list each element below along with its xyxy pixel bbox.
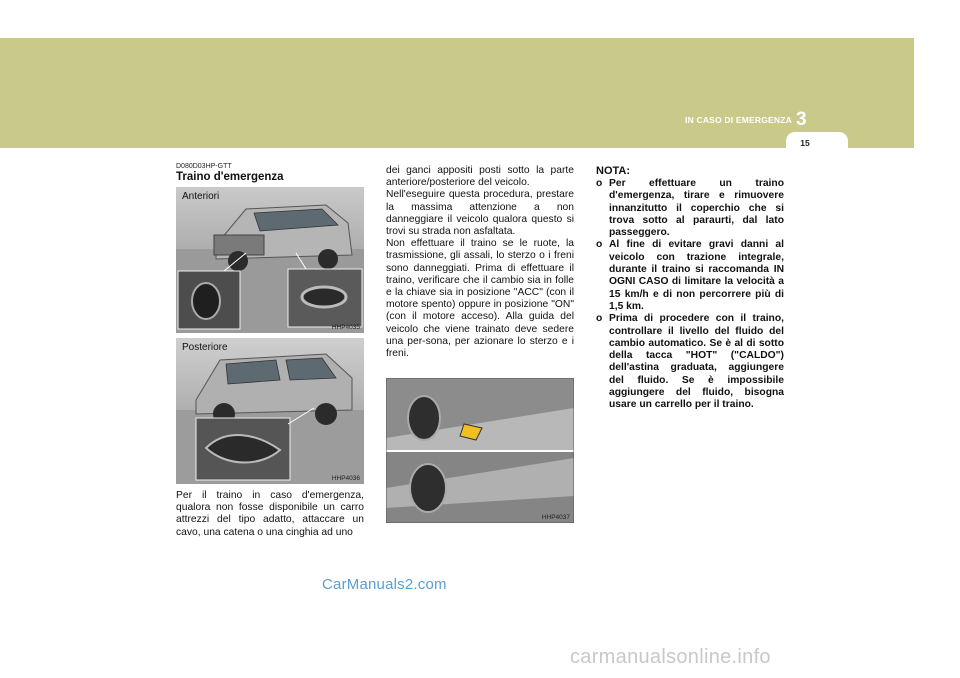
footer-watermark: carmanualsonline.info [570, 646, 771, 668]
col2-paragraph: Nell'eseguire questa procedura, prestare la massima attenzione a non danneggiare il veicolo qualora questo si trovi su strada non asfaltata. [386, 189, 574, 238]
nota-bullet: o [596, 178, 603, 189]
col1-text: Per il traino in caso d'emergenza, qualora non fosse disponibile un carro attrezzi del tipo adatto, attaccare un cavo, una catena o una cinghia ad uno [176, 490, 364, 538]
nota-bullet: o [596, 239, 603, 251]
nota-item [596, 239, 784, 313]
underbody-photo [386, 378, 574, 523]
nota-item-text: Per effettuare un traino d'emergenza, tirare e rimuovere innanzitutto il coperchio che si trova sotto al paraurti, dal lato passeggero. [609, 178, 784, 239]
section-title: Traino d'emergenza [176, 171, 284, 183]
nota-item-text: Al fine di evitare gravi danni al veicolo con trazione integrale, durante il traino si raccomanda IN OGNI CASO di limitare la velocità a 15 km/h e di non percorrere più di 1,5 km. [609, 239, 784, 312]
rear-vehicle-illustration [176, 338, 364, 484]
page-number: 15 [800, 138, 810, 148]
col2-text [386, 165, 574, 360]
nota-bullet: o [596, 313, 603, 325]
header-band [0, 38, 914, 148]
front-vehicle-illustration [176, 187, 364, 333]
front-photo-code: HHP4035 [331, 324, 360, 331]
col2-paragraph: dei ganci appositi posti sotto la parte anteriore/posteriore del veicolo. [386, 165, 574, 189]
front-vehicle-photo [176, 187, 364, 333]
front-photo-label: Anteriori [182, 191, 220, 202]
section-code: D080D03HP-GTT [176, 163, 232, 170]
nota-item [596, 178, 784, 239]
watermark-link[interactable]: CarManuals2.com [322, 576, 447, 593]
nota-item [596, 313, 784, 411]
nota-title: NOTA: [596, 165, 631, 177]
rear-vehicle-photo [176, 338, 364, 484]
rear-photo-code: HHP4036 [331, 475, 360, 482]
chapter-number: 3 [796, 109, 807, 130]
nota-item-text: Prima di procedere con il traino, controllare il livello del fluido del cambio automatico. Se è al di sotto della tacca "HOT" ("CALDO") dell'astina graduata, aggiungere del fluido. Se è impossibile aggiungere del fluido, bisogna usare un carrello per il traino. [609, 313, 784, 411]
chapter-title: IN CASO DI EMERGENZA [685, 115, 792, 125]
rear-photo-label: Posteriore [182, 342, 228, 353]
col2-paragraph: Non effettuare il traino se le ruote, la trasmissione, gli assali, lo sterzo o i freni sono danneggiati. Prima di effettuare il traino, verificare che il cambio sia in folle e la chiave sia in posizione "ACC" (con il motore spento) oppure in posizione "ON" (con il motore acceso). Alla guida del veicolo che viene trainato deve sedere una per-sona, per azionare lo sterzo e i freni. [386, 238, 574, 360]
tow-hook-illustration [386, 378, 574, 523]
nota-list [596, 178, 784, 412]
underbody-photo-code: HHP4037 [541, 514, 570, 521]
